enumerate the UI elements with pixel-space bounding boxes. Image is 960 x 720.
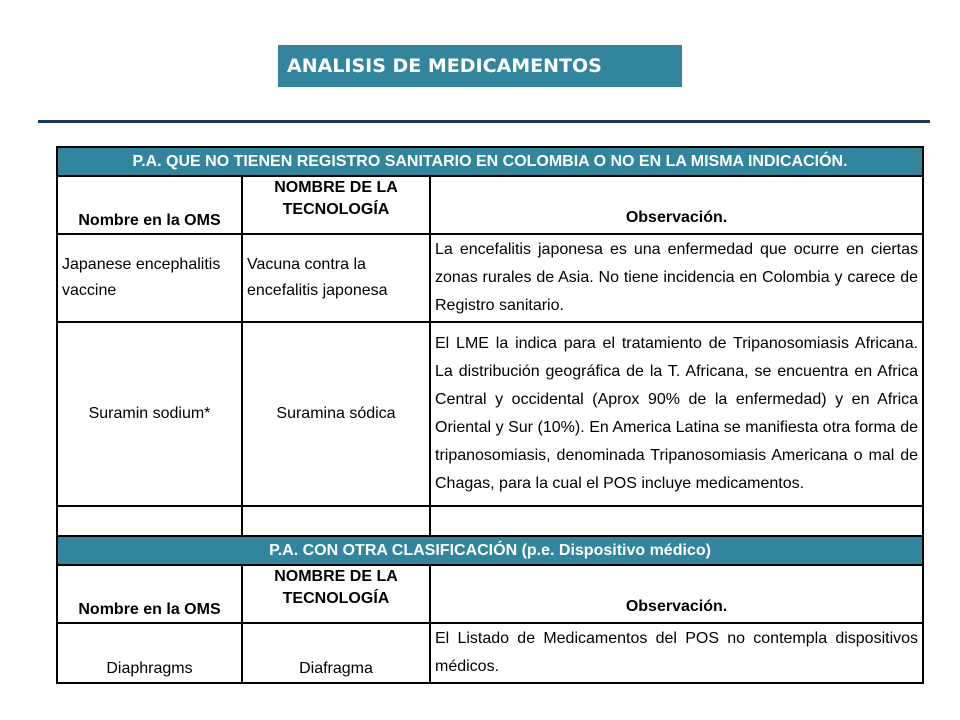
cell-observacion: El LME la indica para el tratamiento de Tripanosomiasis Africana. La distribución geográfica de la T. Africana, se encuentra en Africa Central y occidental (Aprox 90% de la enfermedad) y en Africa Oriental y Sur (10%). En America Latina se manifiesta otra forma de tripanosomiasis, denominada Tripanosomiasis Americana o mal de Chagas, para la cual el POS incluye medicamentos.: [430, 322, 923, 506]
cell-tecnologia: Suramina sódica: [242, 322, 430, 506]
header-nombre-tecnologia: NOMBRE DE LA TECNOLOGÍA: [242, 565, 430, 623]
cell-oms: Diaphragms: [57, 623, 242, 683]
cell-observacion: La encefalitis japonesa es una enfermedad que ocurre en ciertas zonas rurales de Asia. No tiene incidencia en Colombia y carece de Registro sanitario.: [430, 234, 923, 322]
header-nombre-tecnologia: NOMBRE DE LA TECNOLOGÍA: [242, 176, 430, 234]
header-observacion: Observación.: [430, 176, 923, 234]
title-divider: [38, 120, 930, 123]
table1-title: P.A. QUE NO TIENEN REGISTRO SANITARIO EN COLOMBIA O NO EN LA MISMA INDICACIÓN.: [57, 147, 923, 176]
header-observacion: Observación.: [430, 565, 923, 623]
table-row: [57, 623, 923, 683]
cell-tecnologia: Diafragma: [242, 623, 430, 683]
table2-title: P.A. CON OTRA CLASIFICACIÓN (p.e. Dispositivo médico): [57, 536, 923, 565]
table-no-registro: [56, 146, 924, 537]
cell-tecnologia: Vacuna contra la encefalitis japonesa: [242, 234, 430, 322]
header-nombre-oms: Nombre en la OMS: [57, 565, 242, 623]
table-otra-clasificacion: [56, 535, 924, 684]
slide-title: ANALISIS DE MEDICAMENTOS: [278, 45, 682, 87]
cell-observacion: El Listado de Medicamentos del POS no contempla dispositivos médicos.: [430, 623, 923, 683]
cell-oms: Japanese encephalitis vaccine: [57, 234, 242, 322]
table-row: [57, 234, 923, 322]
spacer-row: [57, 506, 923, 536]
cell-oms: Suramin sodium*: [57, 322, 242, 506]
header-nombre-oms: Nombre en la OMS: [57, 176, 242, 234]
table-row: [57, 322, 923, 506]
